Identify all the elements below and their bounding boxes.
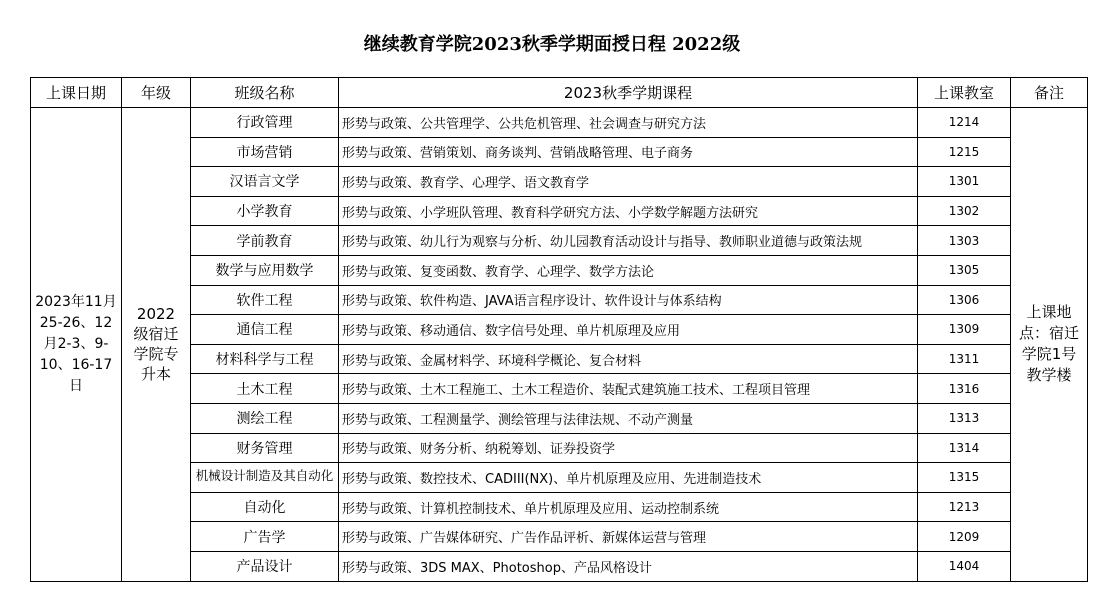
courses-cell: 形势与政策、土木工程施工、土木工程造价、装配式建筑施工技术、工程项目管理 — [339, 374, 918, 404]
courses-cell: 形势与政策、财务分析、纳税筹划、证券投资学 — [339, 433, 918, 463]
table-row — [31, 108, 1088, 138]
class-name-cell: 自动化 — [191, 492, 339, 522]
courses-cell: 形势与政策、小学班队管理、教育科学研究方法、小学数学解题方法研究 — [339, 196, 918, 226]
room-cell: 1316 — [918, 374, 1011, 404]
class-name-cell: 数学与应用数学 — [191, 255, 339, 285]
courses-cell: 形势与政策、广告媒体研究、广告作品评析、新媒体运营与管理 — [339, 522, 918, 552]
courses-cell: 形势与政策、工程测量学、测绘管理与法律法规、不动产测量 — [339, 403, 918, 433]
note-cell: 上课地点：宿迁学院1号教学楼 — [1011, 108, 1088, 582]
header-room: 上课教室 — [918, 78, 1011, 108]
class-name-cell: 行政管理 — [191, 108, 339, 138]
header-row — [31, 78, 1088, 108]
header-courses: 2023秋季学期课程 — [339, 78, 918, 108]
courses-cell: 形势与政策、幼儿行为观察与分析、幼儿园教育活动设计与指导、教师职业道德与政策法规 — [339, 226, 918, 256]
courses-cell: 形势与政策、移动通信、数字信号处理、单片机原理及应用 — [339, 315, 918, 345]
header-date: 上课日期 — [31, 78, 122, 108]
class-name-text: 机械设计制造及其自动化 — [195, 467, 334, 483]
courses-cell: 形势与政策、营销策划、商务谈判、营销战略管理、电子商务 — [339, 137, 918, 167]
page-title: 继续教育学院2023秋季学期面授日程 2022级 — [363, 34, 741, 55]
room-cell: 1303 — [918, 226, 1011, 256]
courses-cell: 形势与政策、3DS MAX、Photoshop、产品风格设计 — [339, 551, 918, 581]
header-grade: 年级 — [122, 78, 191, 108]
room-cell: 1209 — [918, 522, 1011, 552]
courses-cell: 形势与政策、计算机控制技术、单片机原理及应用、运动控制系统 — [339, 492, 918, 522]
class-name-cell: 产品设计 — [191, 551, 339, 581]
room-cell: 1315 — [918, 463, 1011, 493]
class-name-cell: 学前教育 — [191, 226, 339, 256]
class-name-cell: 土木工程 — [191, 374, 339, 404]
courses-cell: 形势与政策、复变函数、教育学、心理学、数学方法论 — [339, 255, 918, 285]
class-name-cell: 软件工程 — [191, 285, 339, 315]
header-class: 班级名称 — [191, 78, 339, 108]
class-name-cell — [191, 463, 339, 493]
room-cell: 1215 — [918, 137, 1011, 167]
class-name-cell: 小学教育 — [191, 196, 339, 226]
courses-cell: 形势与政策、软件构造、JAVA语言程序设计、软件设计与体系结构 — [339, 285, 918, 315]
header-note: 备注 — [1011, 78, 1088, 108]
room-cell: 1214 — [918, 108, 1011, 138]
room-cell: 1311 — [918, 344, 1011, 374]
courses-cell: 形势与政策、数控技术、CADIII(NX)、单片机原理及应用、先进制造技术 — [339, 463, 918, 493]
schedule-table — [30, 77, 1088, 582]
courses-cell: 形势与政策、金属材料学、环境科学概论、复合材料 — [339, 344, 918, 374]
class-name-cell: 汉语言文学 — [191, 167, 339, 197]
class-name-cell: 市场营销 — [191, 137, 339, 167]
room-cell: 1301 — [918, 167, 1011, 197]
courses-cell: 形势与政策、教育学、心理学、语文教育学 — [339, 167, 918, 197]
class-name-cell: 测绘工程 — [191, 403, 339, 433]
courses-cell: 形势与政策、公共管理学、公共危机管理、社会调查与研究方法 — [339, 108, 918, 138]
room-cell: 1404 — [918, 551, 1011, 581]
class-name-cell: 财务管理 — [191, 433, 339, 463]
grade-cell: 2022级宿迁学院专升本 — [122, 108, 191, 582]
room-cell: 1213 — [918, 492, 1011, 522]
room-cell: 1302 — [918, 196, 1011, 226]
room-cell: 1309 — [918, 315, 1011, 345]
room-cell: 1305 — [918, 255, 1011, 285]
room-cell: 1314 — [918, 433, 1011, 463]
class-name-cell: 通信工程 — [191, 315, 339, 345]
room-cell: 1313 — [918, 403, 1011, 433]
room-cell: 1306 — [918, 285, 1011, 315]
date-cell: 2023年11月25-26、12月2-3、9-10、16-17日 — [31, 108, 122, 582]
class-name-cell: 材料科学与工程 — [191, 344, 339, 374]
class-name-cell: 广告学 — [191, 522, 339, 552]
